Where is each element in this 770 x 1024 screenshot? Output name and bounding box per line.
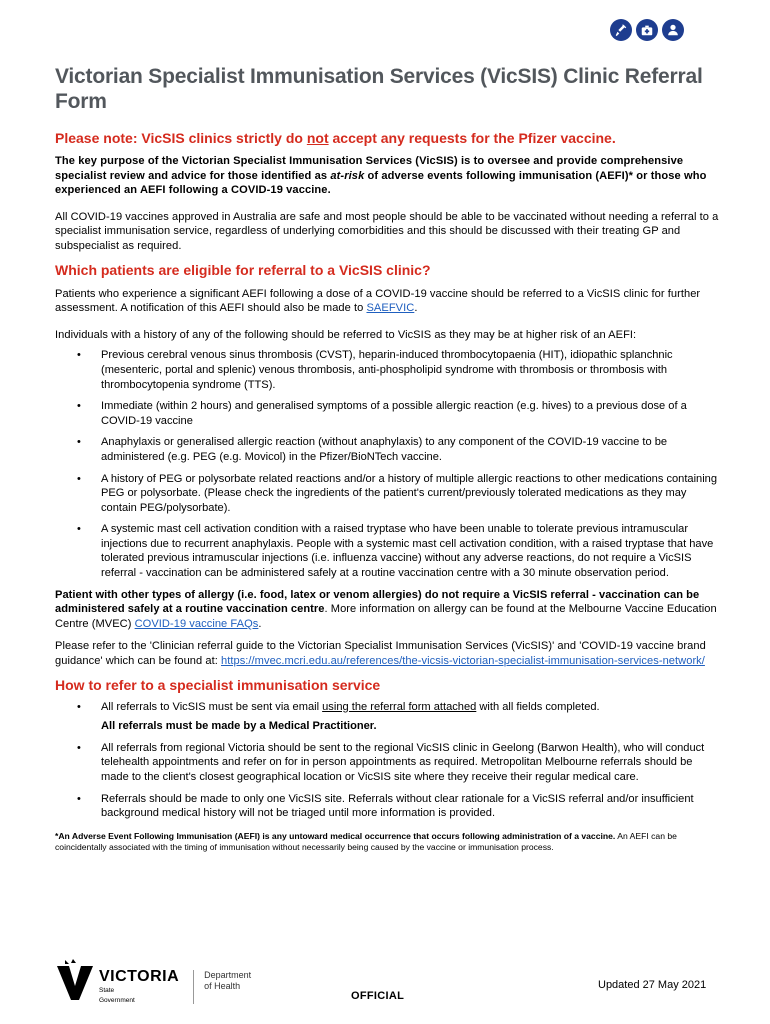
- eligibility-heading: Which patients are eligible for referral to a VicSIS clinic?: [55, 261, 431, 278]
- list-item-text: All referrals from regional Victoria should be sent to the regional VicSIS clinic in Geelong (Barwon Health), who will conduct telehealth appointments and refer on for in person appointments as required. Metropolitan Melbourne referrals should be made to the client's closest geographical location or VicSIS site where they receive their regular medical care.: [101, 741, 705, 783]
- department-line-1: Department: [204, 970, 252, 980]
- safety-paragraph: All COVID-19 vaccines approved in Australia are safe and most people should be able to be vaccinated without needing a referral to a specialist immunisation service, regardless of underlying comorbidities and this should be discussed with their treating GP and subspecialist as required.: [55, 210, 719, 252]
- footnote-rest: An AEFI can be coincidentally associated with the timing of immunisation without necessarily being caused by the vaccine or immunisation process.: [55, 830, 677, 853]
- syringe-icon: [610, 19, 632, 41]
- howto-item-1-post: with all fields completed.: [476, 700, 600, 713]
- howto-heading: How to refer to a specialist immunisation service: [55, 676, 381, 693]
- official-marking: OFFICIAL: [351, 990, 405, 1002]
- list-item: [55, 348, 720, 392]
- bullet-icon: •: [77, 741, 81, 754]
- list-item: [55, 792, 720, 821]
- allergy-rest: . More information on allergy can be found at the Melbourne Vaccine Education Centre (MVEC): [55, 603, 717, 630]
- document-body: [55, 64, 720, 854]
- department-name: [204, 970, 251, 991]
- list-item-text: Previous cerebral venous sinus thrombosis (CVST), heparin-induced thrombocytopaenia (HIT), idiopathic splanchnic (mesenteric, portal and splenic) venous thrombosis, anti-phospholipid syndrome with thrombosis or thrombosis with thrombocytopenia syndrome (TTS).: [101, 349, 673, 391]
- list-item: [55, 399, 720, 428]
- intro-paragraph: [55, 154, 720, 198]
- list-item: [55, 522, 720, 580]
- allergy-paragraph: [55, 588, 720, 632]
- intro-pre: The key purpose of the Victorian Specialist Immunisation Services (VicSIS) is to oversee and provide comprehensive specialist review and advice for those identified as: [55, 155, 684, 182]
- aefi-paragraph: [55, 287, 720, 316]
- medical-practitioner-note: All referrals must be made by a Medical Practitioner.: [101, 720, 377, 733]
- referral-form-link[interactable]: using the referral form attached: [322, 700, 477, 713]
- list-item: [55, 435, 720, 464]
- list-item: [55, 700, 720, 734]
- note-post: accept any requests for the Pfizer vaccine.: [328, 130, 616, 146]
- allergy-end: .: [258, 617, 262, 630]
- aefi-pre: Patients who experience a significant AEFI following a dose of a COVID-19 vaccine should be referred to a VicSIS clinic for further assessment. A notification of this AEFI should also be made to: [55, 287, 701, 315]
- victoria-logo-icon: [55, 958, 95, 1002]
- bullet-icon: •: [77, 700, 81, 713]
- list-item-text: A systemic mast cell activation condition with a raised tryptase who have been unable to tolerate previous intramuscular injections due to recurrent anaphylaxis. People with a systemic mast cell activation condition, with a raised tryptase that have tolerated previous intramuscular injections (i.e. influenza vaccine) without any adverse reactions, do not require a VicSIS referral - vaccination can be administered safely at a routine vaccination centre with a 30 minute observation period.: [101, 523, 714, 580]
- pfizer-note: [55, 130, 720, 147]
- state-label: State: [99, 987, 115, 994]
- medical-kit-icon: [636, 19, 658, 41]
- logo-divider: [193, 970, 194, 1004]
- updated-date: Updated 27 May 2021: [598, 979, 707, 991]
- howto-item-1-pre: All referrals to VicSIS must be sent via email: [101, 700, 323, 713]
- bullet-icon: •: [77, 523, 81, 536]
- bullet-icon: •: [77, 792, 81, 805]
- victoria-government-logo: [55, 958, 251, 1004]
- history-paragraph: Individuals with a history of any of the following should be referred to VicSIS as they may be at higher risk of an AEFI:: [55, 328, 637, 341]
- howto-list: [55, 700, 720, 821]
- saefvic-link[interactable]: SAEFVIC: [366, 302, 415, 315]
- list-item: [55, 472, 720, 516]
- person-icon: [662, 19, 684, 41]
- list-item-text: Referrals should be made to only one VicSIS site. Referrals without clear rationale for a VicSIS referral and/or insufficient background medical history will not be triaged until more information is provided.: [101, 792, 694, 820]
- intro-post: of adverse events following immunisation (AEFI)* or those who experienced an AEFI following a COVID-19 vaccine.: [55, 169, 707, 197]
- mvec-vicsis-link[interactable]: https://mvec.mcri.edu.au/references/the-vicsis-victorian-specialist-immunisation-services-network/: [220, 655, 705, 668]
- government-label: Government: [99, 996, 135, 1004]
- bullet-icon: •: [77, 436, 81, 449]
- footnote-bold: *An Adverse Event Following Immunisation (AEFI) is any untoward medical occurrence that occurs following administration of a vaccine.: [55, 830, 616, 841]
- eligibility-list: [55, 348, 720, 580]
- aefi-footnote: [55, 831, 720, 854]
- bullet-icon: •: [77, 400, 81, 413]
- department-line-2: of Health: [204, 980, 241, 991]
- bullet-icon: •: [77, 472, 81, 485]
- list-item: [55, 741, 720, 785]
- victoria-text: [99, 969, 179, 1004]
- note-emphasis: not: [306, 130, 329, 146]
- mvec-faq-link[interactable]: COVID-19 vaccine FAQs: [134, 617, 259, 630]
- refer-pre: Please refer to the 'Clinician referral guide to the Victorian Specialist Immunisation Services (VicSIS)' and 'COVID-19 vaccine brand guidance' which can be found at:: [55, 640, 706, 668]
- refer-paragraph: [55, 639, 720, 668]
- list-item-text: Immediate (within 2 hours) and generalised symptoms of a possible allergic reaction (e.g. hives) to a previous dose of a COVID-19 vaccine: [101, 400, 687, 427]
- list-item-text: Anaphylaxis or generalised allergic reaction (without anaphylaxis) to any component of the COVID-19 vaccine to be administered (e.g. PEG (e.g. Movicol) in the Pfizer/BioNTech vaccine.: [101, 436, 668, 463]
- victoria-word: VICTORIA: [99, 968, 180, 985]
- list-item-text: A history of PEG or polysorbate related reactions and/or a history of multiple allergic reactions to other medications containing PEG or polysorbate. (Please check the ingredients of the patient's current/previously tolerated medications as they may contain PEG/polysorbate).: [101, 472, 718, 514]
- header-icons: [610, 19, 684, 41]
- intro-emphasis: at-risk: [330, 169, 365, 182]
- note-pre: Please note: VicSIS clinics strictly do: [55, 130, 307, 146]
- page-title: Victorian Specialist Immunisation Services (VicSIS) Clinic Referral Form: [55, 65, 703, 113]
- bullet-icon: •: [77, 349, 81, 362]
- allergy-bold: Patient with other types of allergy (i.e. food, latex or venom allergies) do not require a VicSIS referral - vaccination can be administered safely at a routine vaccination centre: [55, 588, 700, 616]
- aefi-post: .: [414, 302, 418, 315]
